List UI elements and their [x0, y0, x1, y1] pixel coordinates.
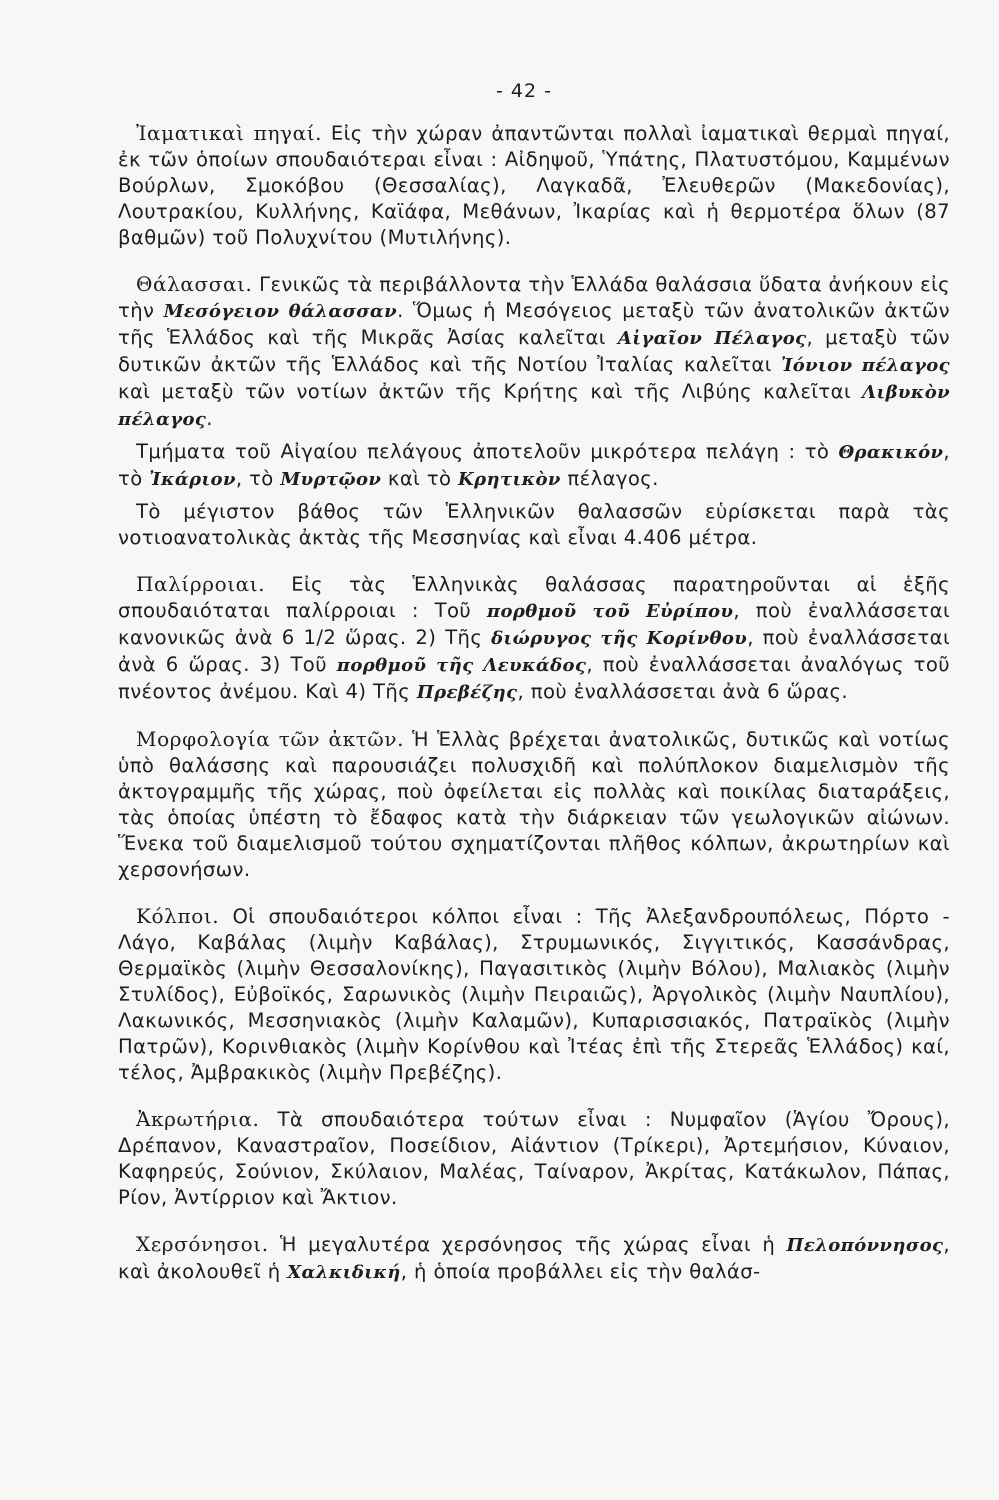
- section-heading: Ἰαματικαὶ πηγαί.: [136, 121, 323, 145]
- paragraph-text: , τὸ: [235, 467, 281, 490]
- paragraph-text: , καὶ ἀκολουθεῖ ἡ: [118, 1233, 950, 1283]
- paragraph-text: , ποὺ ἐναλλάσσεται κανονικῶς ἀνὰ 6 1/2 ὥρας. 2) Τῆς: [118, 599, 950, 649]
- paragraph: [118, 1231, 950, 1286]
- page-body: [118, 120, 950, 1286]
- paragraph-text: , τὸ: [118, 440, 950, 490]
- paragraph-text: Εἰς τὰς Ἑλληνικὰς θαλάσσας παρατηροῦνται αἱ ἑξῆς σπουδαιόταται παλίρροιαι : Τοῦ: [118, 573, 950, 622]
- paragraph-text: καὶ μεταξὺ τῶν νοτίων ἀκτῶν τῆς Κρήτης καὶ τῆς Λιβύης καλεῖται: [118, 380, 863, 403]
- paragraph-text: , ποὺ ἐναλλάσσεται ἀνὰ 6 ὥρας. 3) Τοῦ: [118, 626, 950, 676]
- paragraph-text: , ἡ ὁποία προβάλλει εἰς τὴν θαλάσ-: [400, 1260, 761, 1283]
- paragraph-text: Εἰς τὴν χώραν ἀπαντῶνται πολλαὶ ἰαματικαὶ θερμαὶ πηγαί, ἐκ τῶν ὁποίων σπουδαιότεραι εἶναι : Αἰδηψοῦ, Ὑπάτης, Πλατυστόμου, Καμμένων Βούρλων, Σμοκόβου (Θεσσαλίας), Λαγκαδᾶ, Ἐλευθερῶν (Μακεδονίας), Λουτρακίου, Κυλλήνης, Καϊάφα, Μεθάνων, Ἰκαρίας καὶ ἡ θερμοτέρα ὅλων (87 βαθμῶν) τοῦ Πολυχνίτου (Μυτιλήνης).: [118, 122, 950, 249]
- paragraph-text: Ἡ Ἑλλὰς βρέχεται ἀνατολικῶς, δυτικῶς καὶ νοτίως ὑπὸ θαλάσσης καὶ παρουσιάζει πολυσχιδῆ καὶ πολύπλοκον διαμελισμὸν τῆς ἀκτογραμμῆς τῆς χώρας, ποὺ ὀφείλεται εἰς πολλὰς καὶ ποικίλας διαταράξεις, τὰς ὁποίας ὑπέστη τὸ ἔδαφος κατὰ τὴν διάρκειαν τῶν γεωλογικῶν αἰώνων. Ἕνεκα τοῦ διαμελισμοῦ τούτου σχηματίζονται πλῆθος κόλπων, ἀκρωτηρίων καὶ χερσονήσων.: [118, 728, 950, 881]
- section-heading: Θάλασσαι.: [136, 272, 253, 296]
- paragraph: [118, 571, 950, 706]
- paragraph-text: Ἡ μεγαλυτέρα χερσόνησος τῆς χώρας εἶναι ἡ: [268, 1233, 787, 1256]
- emphasized-term: Θρακικόν: [838, 442, 944, 463]
- paragraph: [118, 1106, 950, 1211]
- paragraph: [118, 120, 950, 251]
- emphasized-term: Χαλκιδική: [287, 1262, 401, 1283]
- paragraph-text: Τὰ σπουδαιότερα τούτων εἶναι : Νυμφαῖον (Ἁγίου Ὄρους), Δρέπανον, Καναστραῖον, Ποσείδιον, Αἰάντιον (Τρίκερι), Ἀρτεμήσιον, Κύναιον, Καφηρεύς, Σούνιον, Σκύλαιον, Μαλέας, Ταίναρον, Ἀκρίτας, Κατάκωλον, Πάπας, Ρίον, Ἀντίρριον καὶ Ἄκτιον.: [118, 1108, 950, 1209]
- paragraph-text: Οἱ σπουδαιότεροι κόλποι εἶναι : Τῆς Ἀλεξανδρουπόλεως, Πόρτο - Λάγο, Καβάλας (λιμὴν Καβάλας), Στρυμωνικός, Σιγγιτικός, Κασσάνδρας, Θερμαϊκὸς (λιμὴν Θεσσαλονίκης), Παγασιτικὸς (λιμὴν Βόλου), Μαλιακὸς (λιμὴν Στυλίδος), Εὐβοϊκός, Σαρωνικὸς (λιμὴν Πειραιῶς), Ἀργολικὸς (λιμὴν Ναυπλίου), Λακωνικός, Μεσσηνιακὸς (λιμὴν Καλαμῶν), Κυπαρισσιακός, Πατραϊκὸς (λιμὴν Πατρῶν), Κορινθιακὸς (λιμὴν Κορίνθου καὶ Ἰτέας ἐπὶ τῆς Στερεᾶς Ἑλλάδος) καί, τέλος, Ἀμβρακικὸς (λιμὴν Πρεβέζης).: [118, 905, 950, 1084]
- paragraph-text: , μεταξὺ τῶν δυτικῶν ἀκτῶν τῆς Ἑλλάδος καὶ τῆς Νοτίου Ἰταλίας καλεῖται: [118, 326, 951, 376]
- emphasized-term: Ἰκάριον: [149, 469, 236, 490]
- section-heading: Ἀκρωτήρια.: [136, 1107, 260, 1131]
- emphasized-term: πορθμοῦ τοῦ Εὐρίπου: [486, 601, 734, 622]
- paragraph-text: , ποὺ ἐναλλάσσεται ἀνὰ 6 ὥρας.: [517, 680, 849, 703]
- section-heading: Μορφολογία τῶν ἀκτῶν.: [136, 727, 405, 751]
- book-page: [118, 80, 950, 1306]
- section-heading: Παλίρροιαι.: [136, 572, 266, 596]
- emphasized-term: πορθμοῦ τῆς Λευκάδος: [336, 655, 587, 676]
- paragraph-text: Τὸ μέγιστον βάθος τῶν Ἑλληνικῶν θαλασσῶν εὑρίσκεται παρὰ τὰς νοτιοανατολικὰς ἀκτὰς τῆς Μεσσηνίας καὶ εἶναι 4.406 μέτρα.: [118, 500, 950, 549]
- section-heading: Κόλποι.: [136, 904, 220, 928]
- paragraph-text: Τμήματα τοῦ Αἰγαίου πελάγους ἀποτελοῦν μικρότερα πελάγη : τὸ: [136, 440, 839, 463]
- emphasized-term: διώρυγος τῆς Κορίνθου: [491, 628, 748, 649]
- paragraph-text: .: [206, 407, 213, 430]
- paragraph-text: , ποὺ ἐναλλάσσεται ἀναλόγως τοῦ πνέοντος ἀνέμου. Καὶ 4) Τῆς: [118, 653, 950, 703]
- emphasized-term: Μεσόγειον θάλασσαν: [163, 301, 398, 322]
- paragraph: [118, 439, 950, 493]
- emphasized-term: Πελοπόννησος: [786, 1235, 944, 1256]
- emphasized-term: Λιβυκὸν πέλαγος: [118, 382, 950, 430]
- emphasized-term: Ἰόνιον πέλαγος: [781, 355, 951, 376]
- emphasized-term: Μυρτῷον: [280, 469, 382, 490]
- paragraph-text: καὶ τὸ: [381, 467, 459, 490]
- paragraph-text: Γενικῶς τὰ περιβάλλοντα τὴν Ἑλλάδα θαλάσσια ὕδατα ἀνήκουν εἰς τὴν: [118, 273, 950, 322]
- paragraph-text: . Ὅμως ἡ Μεσόγειος μεταξὺ τῶν ἀνατολικῶν ἀκτῶν τῆς Ἑλλάδος καὶ τῆς Μικρᾶς Ἀσίας καλεῖται: [118, 299, 950, 349]
- emphasized-term: Πρεβέζης: [416, 682, 518, 703]
- paragraph: [118, 903, 950, 1086]
- emphasized-term: Αἰγαῖον Πέλαγος: [617, 328, 807, 349]
- page-number: - 42 -: [496, 80, 552, 102]
- paragraph-text: πέλαγος.: [560, 467, 659, 490]
- paragraph: [118, 499, 950, 551]
- paragraph: [118, 271, 950, 433]
- paragraph: [118, 726, 950, 883]
- section-heading: Χερσόνησοι.: [136, 1232, 269, 1256]
- emphasized-term: Κρητικὸν: [458, 469, 561, 490]
